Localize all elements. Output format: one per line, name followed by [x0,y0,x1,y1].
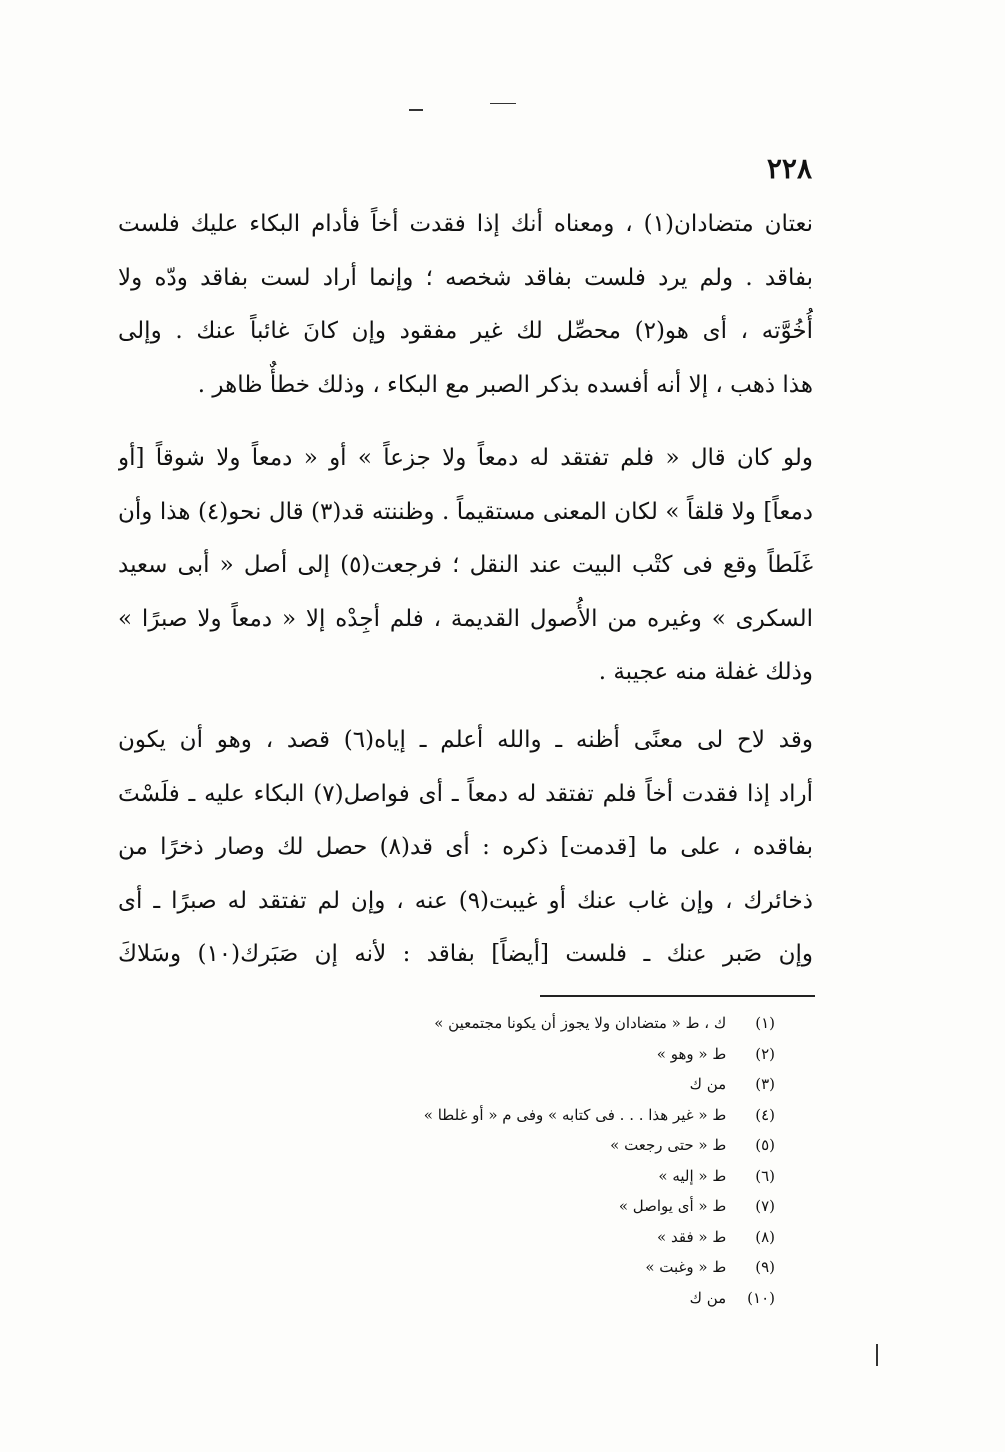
footnote-number: (٤) [755,1105,775,1124]
footnote [380,1008,775,1039]
footnote-number: (٦) [755,1166,775,1185]
text-line: ولو كان قال « فلم تفتقد له دمعاً ولا جزعاً » أو « دمعاً ولا شوقاً [أو [118,445,813,471]
text-line: بفاقد . ولم يرد فلست بفاقد شخصه ؛ وإنما أراد لست بفاقد ودّه ولا [118,264,813,291]
text-line: بفاقده ، على ما [قدمت] ذكره : أى قد(٨) حصل لك وصار ذخرًا من [118,834,813,860]
footnote [380,1283,775,1314]
footnote-number: (٩) [755,1258,775,1276]
footnote-text: ط « فقد » [657,1227,727,1246]
text-line: دمعاً] ولا قلقاً » لكان المعنى مستقيماً . وظننته قد(٣) قال نحو(٤) هذا وأن [118,498,813,525]
footnote-text: ط « غير هذا . . . فى كتابه » وفى م « أو غلطا » [423,1105,727,1124]
footnote [380,1222,775,1253]
footnote-number: (٢) [755,1044,775,1063]
footnote [380,1191,775,1222]
footnote-divider [540,995,815,997]
margin-mark [876,1344,878,1366]
text-line: غَلَطاً وقع فى كتْب البيت عند النقل ؛ فرجعت(٥) إلى أصل « أبى سعيد [118,552,813,578]
footnote-text: ط « إليه » [658,1166,727,1185]
footnote [380,1252,775,1283]
text-line: أراد إذا فقدت أخاً فلم تفتقد له دمعاً ـ أى فواصل(٧) البكاء عليه ـ فلَسْتَ [118,780,813,807]
footnote-text: ط « أى يواصل » [618,1197,727,1215]
footnote-number: (١٠) [747,1288,775,1307]
footnote-number: (١) [755,1014,775,1032]
footnote-text: ط « حتى رجعت » [610,1136,727,1154]
footnote [380,1130,775,1161]
paragraph-3 [118,714,813,982]
footnotes [380,1008,775,1313]
text-line: أُخُوَّته ، أى هو(٢) محصِّل لك غير مفقود وإن كانَ غائباً عنك . وإلى [118,318,813,344]
text-line: وإن صَبر عنك ـ فلست [أيضاً] بفاقد : لأنه إن صَبَرك(١٠) وسَلاكَ [118,941,813,967]
text-line: وذلك غفلة منه عجيبة . [598,659,813,685]
footnote-number: (٧) [755,1197,775,1215]
footnote-text: ك ، ط « متضادان ولا يجوز أن يكونا مجتمعين » [434,1014,727,1032]
paragraph-1 [118,198,813,412]
footnote [380,1069,775,1100]
footnote-text: من ك [689,1288,727,1307]
footnote [380,1039,775,1070]
footnote [380,1100,775,1131]
text-line: هذا ذهب ، إلا أنه أفسده بذكر الصبر مع البكاء ، وذلك خطأٌ ظاهر . [197,371,813,398]
footnote-number: (٨) [755,1227,775,1246]
paragraph-2 [118,432,813,700]
footnote [380,1161,775,1192]
footnote-text: من ك [689,1075,727,1093]
text-line: وقد لاح لى معنًى أظنه ـ والله أعلم ـ إياه(٦) قصد ، وهو أن يكون [118,727,813,753]
footnote-number: (٥) [755,1136,775,1154]
footnote-number: (٣) [755,1075,775,1093]
footnote-text: ط « وغبت » [645,1258,727,1276]
page-number: ٢٢٨ [766,152,812,185]
scan-smudge [490,103,516,104]
footnote-text: ط « وهو » [656,1044,727,1063]
scan-smudge [409,109,423,111]
text-line: نعتان متضادان(١) ، ومعناه أنك إذا فقدت أخاً فأدام البكاء عليك فلست [118,211,813,237]
text-line: ذخائرك ، وإن غاب عنك أو غيبت(٩) عنه ، وإن لم تفتقد له صبرًا ـ أى [118,887,813,914]
text-line: السكرى » وغيره من الأُصول القديمة ، فلم أجِدْه إلا « دمعاً ولا صبرًا » [118,605,813,632]
